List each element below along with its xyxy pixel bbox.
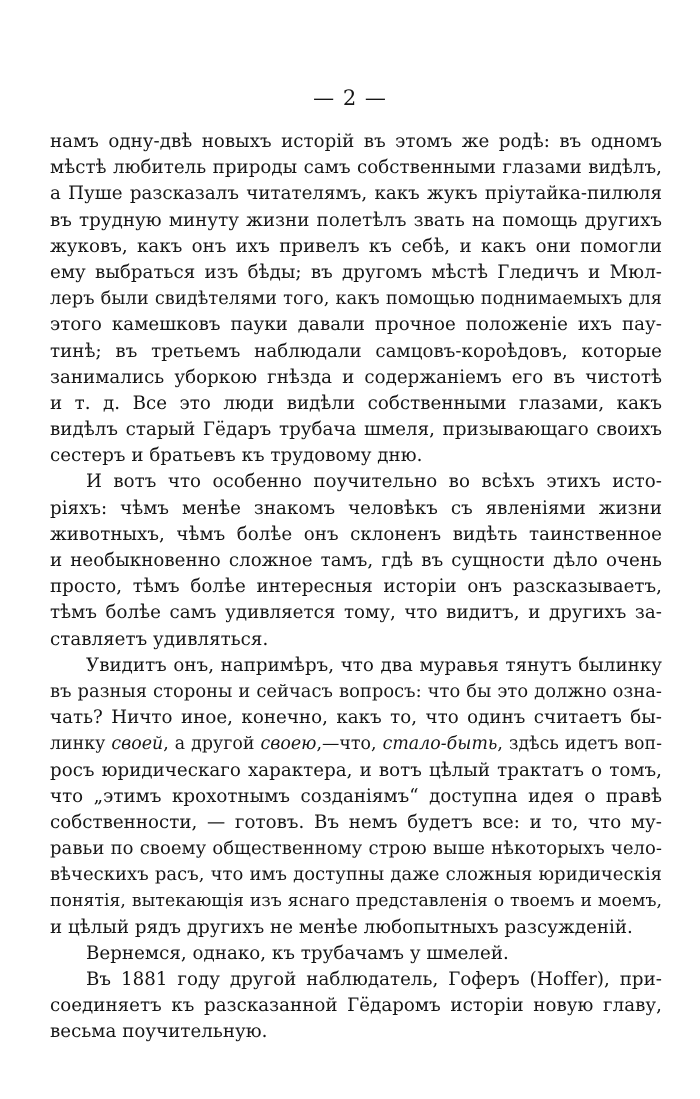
text-line: видѣлъ старый Гёдаръ трубача шмеля, призывающаго своихъ [50,419,662,441]
text-line: Увидитъ онъ, напримѣръ, что два муравья тянутъ былинку [86,654,662,676]
text-line: собственности, — готовъ. Въ немъ будетъ все: и то, что му- [50,811,662,833]
text-line: леръ были свидѣтелями того, какъ помощью поднимаемыхъ для [50,289,662,310]
text-line: въ разныя стороны и сейчасъ вопросъ: что бы это должно озна- [50,680,662,702]
body-text [50,129,662,1046]
text-line: вѣческихъ расъ, что имъ доступны даже сложныя юридическія [50,864,662,886]
text-line: и цѣлый рядъ другихъ не менѣе любопытныхъ разсужденій. [50,916,633,938]
text-line: Въ 1881 году другой наблюдатель, Гоферъ (Hoffer), при- [86,969,662,990]
text-line: занимались уборкою гнѣзда и содержаніемъ его въ чистотѣ [50,366,662,388]
text-run: линку [50,734,112,755]
text-line: въ трудную минуту жизни полетѣлъ звать на помощь другихъ [50,209,662,231]
text-line: ставляетъ удивляться. [50,628,269,650]
text-line: Вернемся, однако, къ трубачамъ у шмелей. [86,942,509,964]
page-number: — 2 — [313,86,387,110]
text-line: чать? Ничто иное, конечно, какъ то, что одинъ считаетъ бы- [50,707,662,729]
text-line: этого камешковъ пауки давали прочное положеніе ихъ пау- [50,314,662,336]
text-line: И вотъ что особенно поучительно во всѣхъ этихъ исто- [86,471,662,493]
text-line: сестеръ и братьевъ къ трудовому дню. [50,445,423,467]
text-run: , а другой [163,734,261,755]
text-run: ,—что, [316,734,383,755]
text-line: животныхъ, чѣмъ болѣе онъ склоненъ видѣть таинственное [50,523,662,545]
text-line: мѣстѣ любитель природы самъ собственными глазами видѣлъ, [50,157,662,179]
text-line: и т. д. Все это люди видѣли собственными глазами, какъ [50,392,662,414]
text-line: намъ одну-двѣ новыхъ исторій въ этомъ же родѣ: въ одномъ [50,131,662,152]
text-run: , здѣсь идетъ воп- [497,734,662,755]
text-line [50,731,662,757]
text-line: тинѣ; въ третьемъ наблюдали самцовъ-короѣдовъ, которые [50,340,662,362]
text-line: и необыкновенно сложное тамъ, гдѣ въ сущности дѣло очень [50,550,662,571]
italic-word: своею [260,734,317,755]
text-line: весьма поучительную. [50,1021,268,1043]
text-line: жуковъ, какъ онъ ихъ привелъ къ себѣ, и какъ они помогли [50,235,662,257]
italic-word: стало-быть [382,734,498,755]
text-line: соединяетъ къ разсказанной Гёдаромъ исторіи новую главу, [50,995,662,1017]
text-line: просто, тѣмъ болѣе интересныя исторіи онъ разсказываетъ, [50,576,662,598]
text-line: что „этимъ крохотнымъ созданіямъ“ доступна идея о правѣ [50,785,662,807]
text-line: понятія, вытекающія изъ яснаго представленія о твоемъ и моемъ, [50,891,662,912]
text-line: равьи по своему общественному строю выше нѣкоторыхъ чело- [50,838,662,860]
text-line: тѣмъ болѣе самъ удивляется тому, что видитъ, и другихъ за- [50,602,662,624]
text-line: а Пуше разсказалъ читателямъ, какъ жукъ пріутайка-пилюля [50,183,662,205]
text-line: ему выбраться изъ бѣды; въ другомъ мѣстѣ Гледичъ и Мюл- [50,261,662,283]
text-line: росъ юридическаго характера, и вотъ цѣлый трактатъ о томъ, [50,759,662,781]
text-line: ріяхъ: чѣмъ менѣе знакомъ человѣкъ съ явленіями жизни [50,497,662,519]
italic-word: своей [111,734,164,755]
